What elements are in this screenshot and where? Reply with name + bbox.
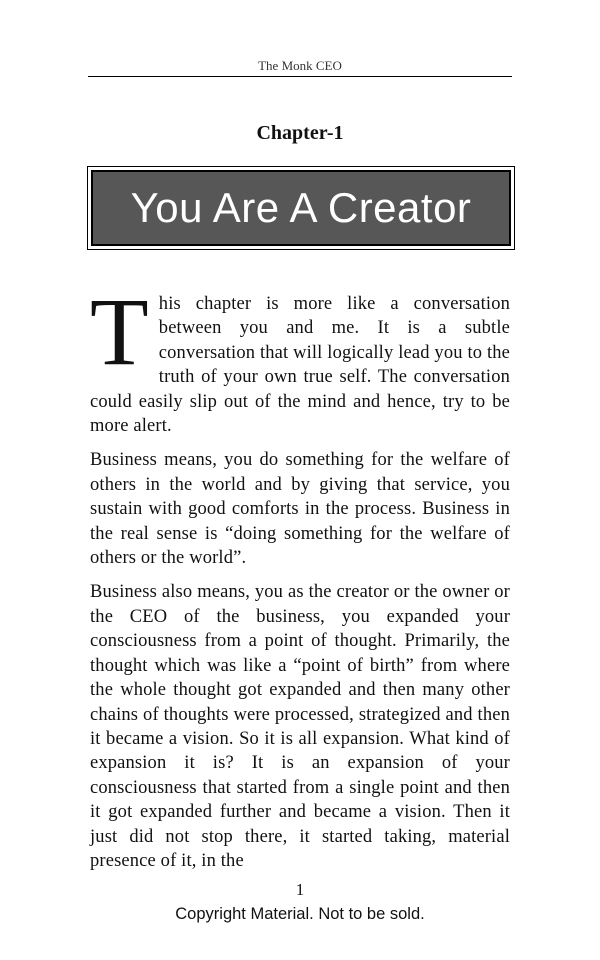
paragraph-3: Business also means, you as the creator or the owner or the CEO of the business, you expanded your consciousness from a point of thought. Primarily, the thought which was like a “point of birth” from where the whole thought got expanded and then many other chains of thoughts were processed, strategized and then it became a vision. So it is all expansion. What kind of expansion it is? It is an expansion of your consciousness that started from a single point and then it got expanded further and became a vision. Then it just did not stop there, it started taking, material presence of it, in the xyxy=(90,582,510,871)
paragraph-1 xyxy=(90,278,510,438)
header-rule xyxy=(88,76,512,77)
running-header: The Monk CEO xyxy=(258,58,342,73)
chapter-title-frame xyxy=(87,166,515,250)
paragraph-1-text: his chapter is more like a conversation between you and me. It is a subtle conversation that will logically lead you to the truth of your own true self. The conversation could easily slip out of the mind and hence, try to be more alert. xyxy=(90,294,510,437)
chapter-title: You Are A Creator xyxy=(130,184,472,231)
page-number: 1 xyxy=(295,880,305,899)
copyright-notice: Copyright Material. Not to be sold. xyxy=(175,905,425,923)
paragraph-2: Business means, you do something for the welfare of others in the world and by giving that service, you sustain with good comforts in the process. Business in the real sense is “doing something for the welfare of others or the world”. xyxy=(90,450,510,569)
chapter-label: Chapter-1 xyxy=(256,122,344,144)
chapter-title-box xyxy=(91,170,511,246)
body-text xyxy=(90,278,510,883)
drop-cap: T xyxy=(90,278,149,385)
